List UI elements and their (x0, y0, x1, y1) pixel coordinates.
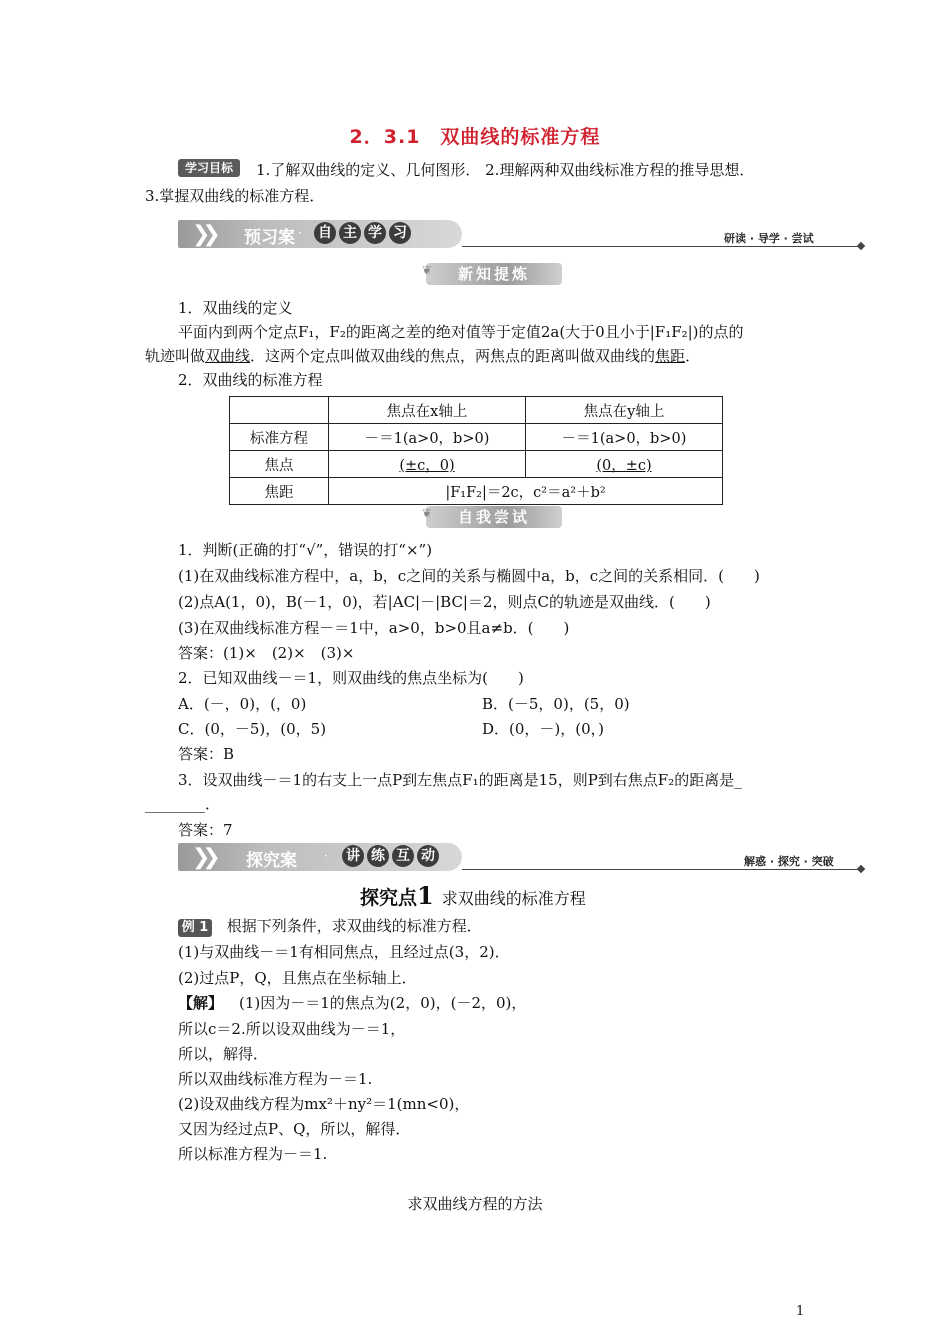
pill-char: 互 (392, 845, 414, 867)
explore-tagline: 解惑 · 探究 · 突破 (744, 855, 834, 868)
table-row-label: 标准方程 (230, 424, 329, 451)
table-cell (230, 397, 329, 424)
example-stem-line (178, 916, 482, 937)
explore-section-banner (178, 843, 462, 871)
example-condition-1: (1)与双曲线－＝1有相同焦点，且经过点(3，2)． (178, 943, 510, 961)
table-cell: |F₁F₂|＝2c，c²＝a²＋b² (329, 478, 723, 505)
q3-blank: ________． (145, 795, 221, 813)
table-cell: －＝1(a>0，b>0) (526, 424, 723, 451)
preview-banner-pills (314, 222, 414, 244)
table-header-y: 焦点在y轴上 (526, 397, 723, 424)
term-focal-distance: 焦距 (655, 347, 686, 365)
table-cell: (0，±c) (526, 451, 723, 478)
learning-goals-line-2: 3.掌握双曲线的标准方程． (145, 187, 325, 205)
preview-banner-title: 预习案 (244, 228, 295, 248)
table-row (230, 451, 723, 478)
learning-goals-line-1: 1.了解双曲线的定义、几何图形． 2.理解两种双曲线标准方程的推导思想． (256, 161, 755, 179)
pill-char: 讲 (342, 845, 364, 867)
q2-option-a: A．(－，0)，(，0) (178, 695, 307, 713)
double-chevron-icon: ❯❯ (192, 222, 213, 247)
explore-point-number: 1 (417, 881, 434, 910)
solution-label: 【解】 (178, 994, 224, 1012)
table-cell: (±c，0) (329, 451, 526, 478)
standard-equation-table (229, 396, 723, 505)
page-title: 2．3.1 双曲线的标准方程 (349, 126, 601, 148)
q3-answer: 答案：7 (178, 821, 233, 839)
q3-stem: 3．设双曲线－＝1的右支上一点P到左焦点F₁的距离是15，则P到右焦点F₂的距离是_ (178, 771, 742, 789)
new-knowledge-label: 新知提炼 (457, 265, 530, 283)
explore-point-word: 探究点 (360, 887, 418, 909)
explore-banner-dot: · (324, 849, 329, 864)
preview-section-banner (178, 220, 462, 248)
pill-char: 习 (389, 222, 411, 244)
preview-tagline: 研读 · 导学 · 尝试 (724, 232, 814, 245)
preview-divider (462, 246, 862, 247)
diamond-icon (857, 865, 865, 873)
self-try-label: 自我尝试 (457, 508, 530, 526)
table-cell: －＝1(a>0，b>0) (329, 424, 526, 451)
q2-answer: 答案：B (178, 745, 235, 763)
q2-option-d: D．(0，－)，(0，) (482, 720, 605, 738)
pill-char: 学 (364, 222, 386, 244)
solution-line-3: 所以，解得． (178, 1045, 269, 1063)
example-badge: 例 1 (178, 919, 212, 937)
q1-answer: 答案：(1)× (2)× (3)× (178, 644, 355, 662)
q2-stem: 2．已知双曲线－＝1，则双曲线的焦点坐标为( ) (178, 669, 524, 687)
page-number: 1 (796, 1304, 805, 1319)
table-row-label: 焦点 (230, 451, 329, 478)
diamond-icon (857, 242, 865, 250)
explore-divider (462, 869, 862, 870)
solution-line-4: 所以双曲线标准方程为－＝1. (178, 1070, 373, 1088)
double-chevron-icon: ❯❯ (192, 845, 213, 870)
definition-heading: 1．双曲线的定义 (178, 299, 293, 317)
explore-banner-title: 探究案 (246, 851, 297, 871)
solution-line-7: 所以标准方程为－＝1. (178, 1145, 328, 1163)
q2-option-b: B．(－5，0)，(5，0) (482, 695, 630, 713)
q2-option-c: C．(0，－5)，(0，5) (178, 720, 327, 738)
table-row-label: 焦距 (230, 478, 329, 505)
pill-char: 练 (367, 845, 389, 867)
method-heading: 求双曲线方程的方法 (407, 1195, 543, 1213)
table-row (230, 424, 723, 451)
learning-goals-badge: 学习目标 (178, 159, 240, 177)
term-hyperbola: 双曲线 (205, 347, 251, 365)
definition-paragraph-1: 平面内到两个定点F₁，F₂的距离之差的绝对值等于定值2a(大于0且小于|F₁F₂|)的点的 (178, 323, 744, 341)
pill-char: 动 (417, 845, 439, 867)
explore-point-text: 求双曲线的标准方程 (441, 889, 586, 908)
q1-item-2: (2)点A(1，0)，B(－1，0)，若|AC|－|BC|＝2，则点C的轨迹是双曲线．( ) (178, 593, 711, 611)
example-stem: 根据下列条件，求双曲线的标准方程． (226, 917, 482, 935)
q1-stem: 1．判断(正确的打“√”，错误的打“×”) (178, 541, 433, 559)
q1-item-3: (3)在双曲线标准方程－＝1中，a>0，b>0且a≠b．( ) (178, 619, 570, 637)
solution-line-2: 所以c＝2.所以设双曲线为－＝1， (178, 1020, 406, 1038)
self-try-banner (422, 506, 562, 528)
leaf-icon: ❦ (422, 506, 436, 520)
solution-line-5: (2)设双曲线方程为mx²＋ny²＝1(mn<0)， (178, 1095, 470, 1113)
q1-item-1: (1)在双曲线标准方程中，a，b，c之间的关系与椭圆中a，b，c之间的关系相同．( ) (178, 567, 760, 585)
solution-line-1: 【解】 (1)因为－＝1的焦点为(2，0)，(－2，0)， (178, 994, 527, 1012)
pill-char: 自 (314, 222, 336, 244)
definition-paragraph-2: 轨迹叫做双曲线．这两个定点叫做双曲线的焦点，两焦点的距离叫做双曲线的焦距． (145, 347, 701, 365)
table-row (230, 397, 723, 424)
leaf-icon: ❦ (422, 263, 436, 277)
table-row (230, 478, 723, 505)
standard-eq-heading: 2．双曲线的标准方程 (178, 371, 323, 389)
explore-point-heading (360, 881, 586, 910)
new-knowledge-banner (422, 263, 562, 285)
solution-line-6: 又因为经过点P、Q，所以，解得． (178, 1120, 411, 1138)
table-header-x: 焦点在x轴上 (329, 397, 526, 424)
pill-char: 主 (339, 222, 361, 244)
explore-banner-pills (342, 845, 442, 867)
preview-banner-dot: · (298, 226, 303, 241)
example-condition-2: (2)过点P，Q，且焦点在坐标轴上． (178, 969, 417, 987)
